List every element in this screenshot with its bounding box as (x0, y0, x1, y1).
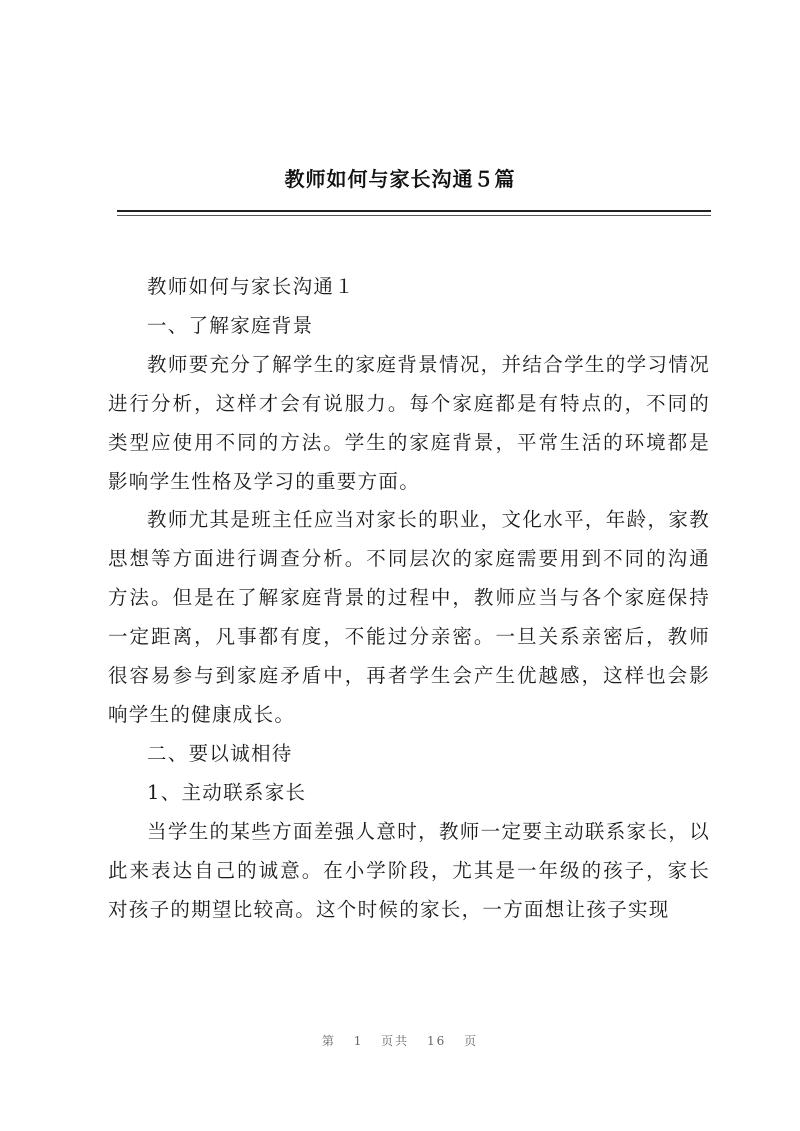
subsection-heading: 二、要以诚相待 (147, 741, 293, 765)
subsection-heading: 一、了解家庭背景 (147, 313, 314, 337)
title-divider-thin (117, 215, 711, 216)
body-paragraph: 教师尤其是班主任应当对家长的职业，文化水平，年龄，家教思想等方面进行调查分析。不同层次的家庭需要用到不同的沟通方法。但是在了解家庭背景的过程中，教师应当与各个家庭保持一定距离，凡事都有度，不能过分亲密。一旦关系亲密后，教师很容易参与到家庭矛盾中，再者学生会产生优越感，这样也会影响学生的健康成长。 (108, 508, 710, 726)
page-footer (0, 1032, 800, 1049)
body-paragraph: 当学生的某些方面差强人意时，教师一定要主动联系家长，以此来表达自己的诚意。在小学阶段，尤其是一年级的孩子，家长对孩子的期望比较高。这个时候的家长，一方面想让孩子实现 (108, 819, 710, 921)
page-label-prefix: 第 (321, 1034, 336, 1048)
document-body (108, 268, 710, 929)
section-heading: 教师如何与家长沟通１ (147, 275, 356, 298)
page-label-middle: 页共 (381, 1034, 410, 1048)
page-label-suffix: 页 (464, 1034, 479, 1048)
total-pages-number: 16 (427, 1034, 447, 1048)
title-divider-thick (117, 210, 711, 212)
current-page-number: 1 (353, 1034, 364, 1048)
document-title: 教师如何与家长沟通５篇 (284, 167, 516, 191)
subsection-heading: 1、主动联系家长 (147, 780, 307, 804)
body-paragraph: 教师要充分了解学生的家庭背景情况，并结合学生的学习情况进行分析，这样才会有说服力。每个家庭都是有特点的，不同的类型应使用不同的方法。学生的家庭背景，平常生活的环境都是影响学生性格及学习的重要方面。 (108, 352, 710, 493)
